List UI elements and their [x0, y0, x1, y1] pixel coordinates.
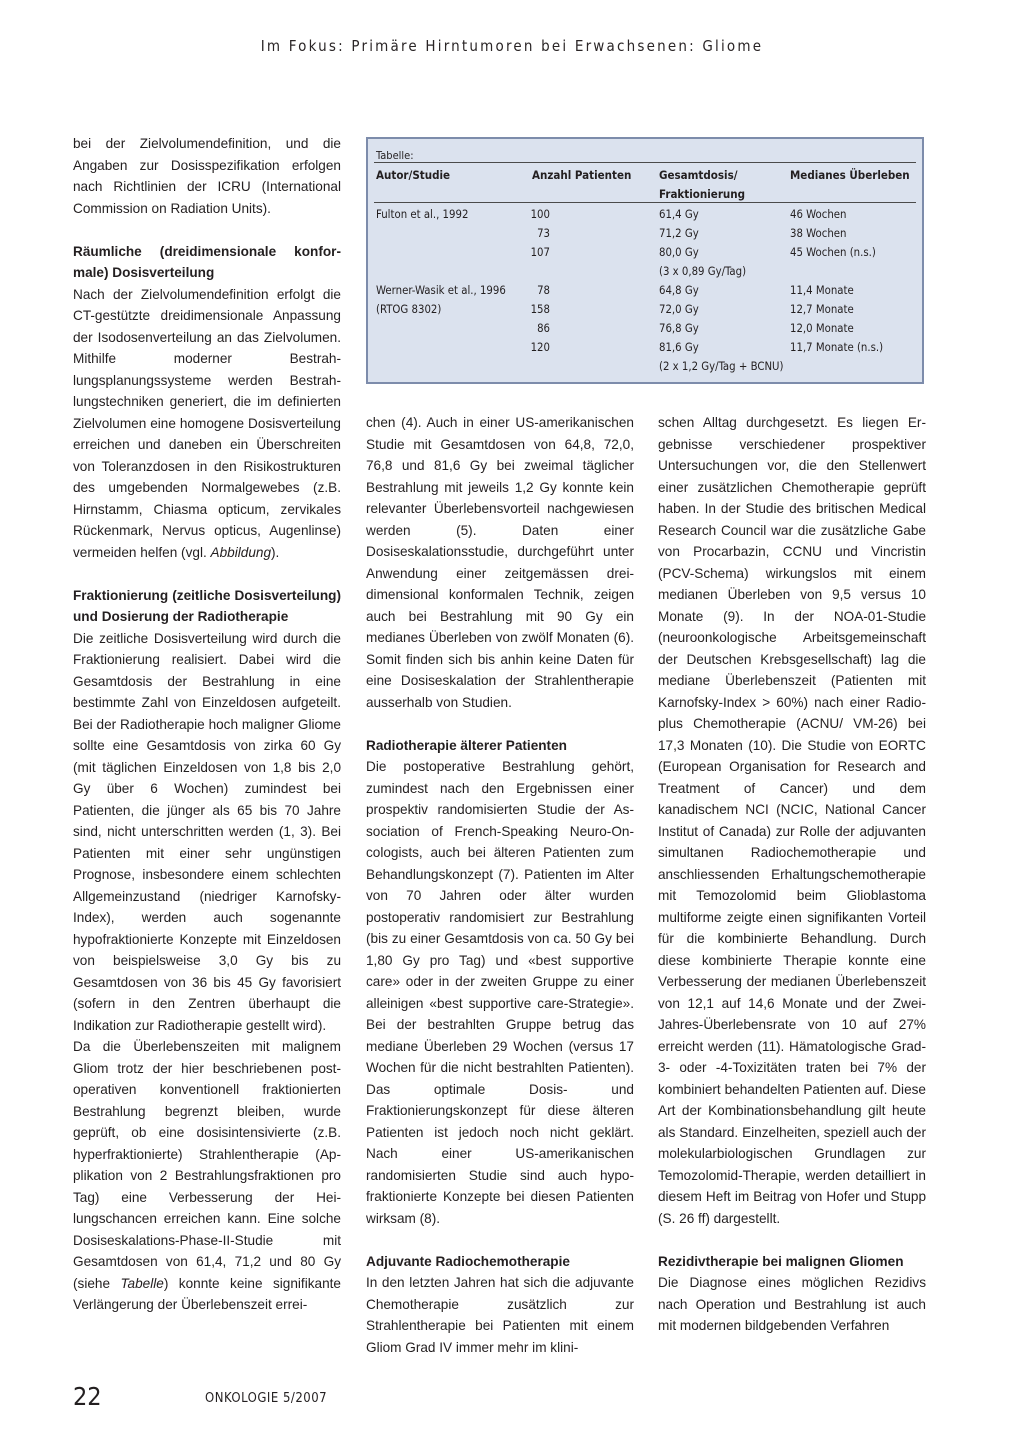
table-cell: (2 x 1,2 Gy/Tag + BCNU): [659, 360, 784, 373]
table-cell: 46 Wochen: [790, 208, 847, 221]
table-cell: (RTOG 8302): [376, 303, 442, 316]
running-header: Im Fokus: Primäre Hirntumoren bei Erwachsenen: Gliome: [260, 37, 764, 55]
table-cell: 100: [530, 208, 550, 221]
paragraph: chen (4). Auch in einer US-amerikanischen Studie mit Gesamtdosen von 64,8, 72,0, 76,8 und 81,6 Gy bei zweimal täglicher Bestrahlung mit jeweils 1,2 Gy konnte kein relevanter Überlebensvorteil nachgewiesen werden (5). Daten einer Dosiseskalationsstudie, durchgeführt unter Anwendung einer zeitgemässen dreidimensional konformalen Technik, zeigen auch bei Bestrahlung mit 90 Gy ein medianes Überleben von zwölf Monaten (6). Somit finden sich bis anhin keine Daten für eine Dosiseskalation der Strahlentherapie ausserhalb von Studien.: [366, 415, 634, 710]
table-cell: 73: [537, 227, 550, 240]
table-cell: 11,7 Monate (n.s.): [790, 341, 884, 354]
table-header-dose: Gesamtdosis/: [659, 168, 738, 182]
table-cell: 45 Wochen (n.s.): [790, 246, 876, 259]
table-cell: 11,4 Monate: [790, 284, 854, 297]
section-heading: Adjuvante Radiochemotherapie: [366, 1253, 570, 1269]
table-cell: 72,0 Gy: [659, 303, 699, 316]
table-cell: Fulton et al., 1992: [376, 208, 469, 221]
table-cell: 76,8 Gy: [659, 322, 699, 335]
table-cell: 12,7 Monate: [790, 303, 854, 316]
section-heading: Radiotherapie älterer Patienten: [366, 737, 567, 753]
table-cell: 12,0 Monate: [790, 322, 854, 335]
section-heading: Fraktionierung (zeitliche Dosisverteilung) und Dosierung der Radiotherapie: [73, 587, 341, 624]
table-cell: 78: [537, 284, 550, 297]
table-cell: 38 Wochen: [790, 227, 847, 240]
paragraph: In den letzten Jahren hat sich die adjuvante Chemotherapie zusätzlich zur Strahlentherapie bei Patienten mit einem Gliom Grad IV immer mehr im klini-: [366, 1275, 634, 1355]
table-rule-header: [374, 202, 916, 203]
paragraph: Die Diagnose eines möglichen Rezidivs nach Operation und Bestrahlung ist auch mit modernen bildgebenden Verfahren: [658, 1275, 926, 1333]
journal-name: ONKOLOGIE 5/2007: [205, 1391, 328, 1406]
table-cell: 80,0 Gy: [659, 246, 699, 259]
table-cell: Werner-Wasik et al., 1996: [376, 284, 506, 297]
table-rule-top: [374, 162, 916, 163]
text-column-left: [73, 133, 341, 1316]
table-cell: (3 x 0,89 Gy/Tag): [659, 265, 747, 278]
table-cell: 81,6 Gy: [659, 341, 699, 354]
table-cell: 107: [530, 246, 550, 259]
table-header-author: Autor/Studie: [376, 168, 451, 182]
table-cell: 61,4 Gy: [659, 208, 699, 221]
figure-reference: Abbildung: [210, 544, 271, 560]
text-column-right: [658, 412, 926, 1337]
table-cell: 86: [537, 322, 550, 335]
text-column-middle: [366, 412, 634, 1358]
section-heading: Rezidivtherapie bei malignen Gliomen: [658, 1253, 904, 1269]
results-table: [366, 137, 924, 384]
paragraph: Nach der Zielvolumendefinition erfolgt die CT-gestützte dreidimensionale Anpassung der Isodosenverteilung an das Zielvolumen. Mithilfe moderner Bestrahlungsplanungssysteme werden Bestrahlungstechniken generiert, die im definierten Zielvolumen eine homogene Dosisverteilung erreichen und daneben ein Überschreiten von Toleranzdosen in den Risikostrukturen des umgebenden Normalgewebes (z.B. Hirnstamm, Chiasma opticum, zervikales Rückenmark, Nervus opticus, Augenlinse) vermeiden helfen (vgl. Abbildung).: [73, 286, 341, 560]
paragraph: bei der Zielvolumendefinition, und die Angaben zur Dosisspezifikation erfolgen nach Richtlinien der ICRU (International Commission on Radiation Units).: [73, 136, 341, 216]
paragraph: Die postoperative Bestrahlung gehört, zumindest nach den Ergebnissen einer prospektiv randomisierten Studie der Association of French-Speaking Neuro-Oncologists, auch bei älteren Patienten zum Behandlungskonzept (7). Patienten im Alter von 70 Jahren oder älter wurden postoperativ randomisiert zur Bestrahlung (bis zu einer Gesamtdosis von ca. 50 Gy bei 1,80 Gy pro Tag) und «best supportive care» oder in der zweiten Gruppe zu einer alleinigen «best supportive care-Strategie». Bei der bestrahlten Gruppe betrug das mediane Überleben 29 Wochen (versus 17 Wochen für die nicht bestrahlten Patienten). Das optimale Dosis- und Fraktionierungskonzept für diese älteren Patienten ist jedoch noch nicht geklärt. Nach einer US-amerikanischen randomisierten Studie sind auch hypofraktionierte Konzepte bei diesen Patienten wirksam (8).: [366, 759, 634, 1226]
table-cell: 71,2 Gy: [659, 227, 699, 240]
section-heading: Räumliche (dreidimensionale konformale) Dosisverteilung: [73, 243, 341, 280]
table-header-patients: Anzahl Patienten: [532, 168, 632, 182]
table-cell: 64,8 Gy: [659, 284, 699, 297]
table-caption: Tabelle:: [376, 149, 414, 162]
table-header-fractionation: Fraktionierung: [659, 187, 746, 201]
paragraph: schen Alltag durchgesetzt. Es liegen Ergebnisse verschiedener prospektiver Untersuchungen vor, die den Stellenwert einer zusätzlichen Chemotherapie geprüft haben. In der Studie des britischen Medical Research Council war die zusätzliche Gabe von Procarbazin, CCNU und Vincristin (PCV-Schema) wirkungslos mit einem medianen Überleben von 9,5 versus 10 Monate (9). In der NOA-01-Studie (neuroonkologische Arbeitsgemeinschaft der Deutschen Krebsgesellschaft) lag die mediane Überlebenszeit (Patienten mit Karnofsky-Index > 60%) nach einer Radio- plus Chemotherapie (ACNU/ VM-26) bei 17,3 Monaten (10). Die Studie von EORTC (European Organisation for Research and Treatment of Cancer) und dem kanadischem NCI (NCIC, National Cancer Institut of Canada) zur Rolle der adjuvanten simultanen Radiochemotherapie und anschliessenden Erhaltungschemotherapie mit Temozolomid beim Glioblastoma multiforme zeigte einen signifikanten Vorteil für die kombinierte Behandlung. Durch diese kombinierte Therapie konnte eine Verbesserung der medianen Überlebenszeit von 12,1 auf 14,6 Monate und der Zwei-Jahres-Überlebensrate von 10 auf 27% erreicht werden (11). Hämatologische Grad-3- oder -4-Toxizitäten traten bei 7% der kombiniert behandelten Patienten auf. Diese Art der Kombinationsbehandlung gilt heute als Standard. Einzelheiten, speziell auch der molekularbiologischen Grundlagen zur Temozolomid-Therapie, werden detailliert in diesem Heft im Beitrag von Hofer und Stupp (S. 26 ff) dargestellt.: [658, 415, 926, 1226]
table-reference: Tabelle: [120, 1275, 164, 1291]
table-header-survival: Medianes Überleben: [790, 168, 910, 182]
page-number: 22: [73, 1382, 102, 1411]
table-cell: 120: [530, 341, 550, 354]
table-cell: 158: [530, 303, 550, 316]
paragraph: Da die Überlebenszeiten mit malignem Gliom trotz der hier beschriebenen postoperativen konventionell fraktionierten Bestrahlung begrenzt bleiben, wurde geprüft, ob eine dosisintensivierte (z.B. hyperfraktionierte) Strahlentherapie (Applikation von 2 Bestrahlungsfraktionen pro Tag) eine Verbesserung der Heilungschancen erreichen kann. Eine solche Dosiseskalations-Phase-II-Studie mit Gesamtdosen von 61,4, 71,2 und 80 Gy (siehe Tabelle) konnte keine signifikante Verlängerung der Überlebenszeit errei-: [73, 1039, 341, 1312]
paragraph: Die zeitliche Dosisverteilung wird durch die Fraktionierung realisiert. Dabei wird die Gesamtdosis der Bestrahlung in eine bestimmte Zahl von Einzeldosen aufgeteilt. Bei der Radiotherapie hoch maligner Gliome sollte eine Gesamtdosis von zirka 60 Gy (mit täglichen Einzeldosen von 1,8 bis 2,0 Gy über 6 Wochen) zumindest bei Patienten, die jünger als 65 bis 70 Jahre sind, nicht unterschritten werden (1, 3). Bei Patienten mit einer sehr ungünstigen Prognose, insbesondere einem schlechten Allgemeinzustand (niedriger Karnofsky-Index), werden auch sogenannte hypofraktionierte Konzepte mit Einzeldosen von beispielsweise 3,0 Gy bis zu Gesamtdosen von 36 bis 45 Gy favorisiert (sofern in den Zentren überhaupt die Indikation zur Radiotherapie gestellt wird).: [73, 630, 341, 1033]
